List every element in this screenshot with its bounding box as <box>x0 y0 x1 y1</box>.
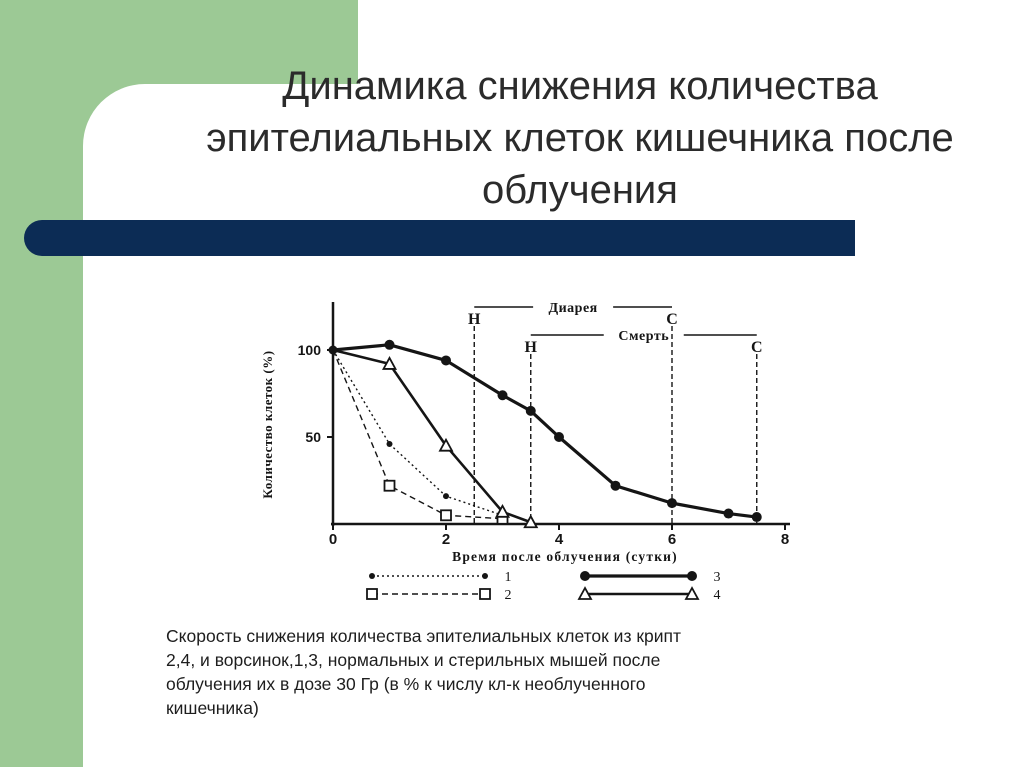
cell-count-chart <box>200 250 820 620</box>
x-axis-label: Время после облучения (сутки) <box>452 549 678 564</box>
legend-item-1 <box>369 570 512 585</box>
series-2 <box>333 350 508 524</box>
x-tick-label: 6 <box>667 531 677 548</box>
legend-item-4 <box>579 588 721 603</box>
title-line-2: эпителиальных клеток кишечника после <box>206 116 954 160</box>
caption-line-1: Скорость снижения количества эпителиальных клеток из крипт <box>166 626 681 646</box>
legend-label: 4 <box>713 588 721 603</box>
caption-line-4: кишечника) <box>166 698 259 718</box>
annotation-label: Диарея <box>548 301 598 316</box>
legend-marker <box>367 589 377 599</box>
series-line <box>333 350 531 522</box>
legend <box>367 570 721 603</box>
figure-caption <box>166 624 866 720</box>
title-line-3: облучения <box>482 168 678 212</box>
x-tick-label: 8 <box>780 531 790 548</box>
event-marker-label: С <box>750 339 763 356</box>
legend-marker <box>687 571 697 581</box>
annotation-label: Смерть <box>618 329 670 344</box>
series-line <box>333 350 503 515</box>
x-tick-label: 4 <box>554 531 564 548</box>
y-tick-label: 50 <box>305 429 321 445</box>
caption-line-2: 2,4, и ворсинок,1,3, нормальных и стерильных мышей после <box>166 650 661 670</box>
event-marker-label: Н <box>468 311 481 328</box>
data-point <box>752 512 762 522</box>
legend-marker <box>480 589 490 599</box>
data-point <box>498 390 508 400</box>
legend-label: 3 <box>713 570 721 585</box>
data-point <box>611 481 621 491</box>
series-4 <box>333 350 537 527</box>
data-point <box>441 510 451 520</box>
legend-marker <box>580 571 590 581</box>
data-point <box>387 441 393 447</box>
event-marker-label: Н <box>524 339 537 356</box>
series-1 <box>333 350 506 518</box>
data-point <box>385 340 395 350</box>
data-point <box>443 493 449 499</box>
data-point <box>724 509 734 519</box>
plot-area <box>260 301 790 603</box>
x-tick-label: 2 <box>441 531 451 548</box>
data-point <box>385 481 395 491</box>
x-tick-label: 0 <box>328 531 338 548</box>
data-point <box>667 498 677 508</box>
data-point <box>526 406 536 416</box>
y-axis-label: Количество клеток (%) <box>260 350 275 499</box>
series-3 <box>333 340 762 522</box>
y-tick-label: 100 <box>297 342 321 358</box>
series-line <box>333 350 503 519</box>
origin-point <box>329 346 338 355</box>
data-point <box>554 432 564 442</box>
legend-label: 2 <box>504 588 512 603</box>
legend-item-2 <box>367 588 512 603</box>
legend-label: 1 <box>504 570 512 585</box>
caption-line-3: облучения их в дозе 30 Гр (в % к числу кл-к необлученного <box>166 674 646 694</box>
legend-marker <box>369 573 375 579</box>
legend-marker <box>482 573 488 579</box>
legend-item-3 <box>580 570 721 585</box>
data-point <box>441 355 451 365</box>
series-line <box>333 345 757 517</box>
event-marker-label: С <box>666 311 678 328</box>
title-line-1: Динамика снижения количества <box>282 64 878 108</box>
